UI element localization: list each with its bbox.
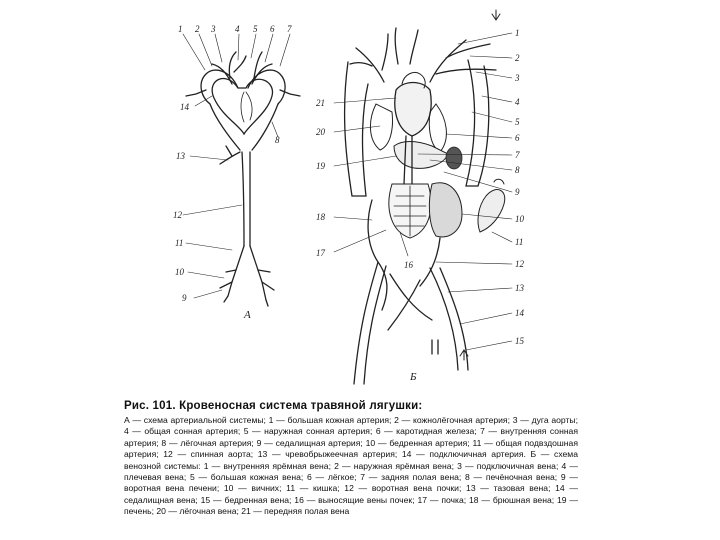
label-b-8: 8 [515,165,520,175]
label-b-18: 18 [316,212,325,222]
label-b-21: 21 [316,98,325,108]
right-hindlimb-vein [430,268,468,370]
caption-title: Рис. 101. Кровеносная система травяной лягушки: [124,400,423,412]
panel-a-numbers [173,24,292,321]
liver [394,142,448,169]
figure-caption [124,400,578,518]
label-b-4: 4 [515,97,520,107]
label-a-11: 11 [175,238,184,248]
label-b-6: 6 [515,133,520,143]
panel-b-letter: Б [410,371,417,383]
label-a-6: 6 [270,24,275,34]
label-b-3: 3 [515,73,520,83]
heart [395,83,431,137]
panel-a-letter: А [244,309,251,321]
label-a-12: 12 [173,210,182,220]
label-a-8: 8 [275,135,280,145]
label-b-12: 12 [515,259,524,269]
right-lung [429,104,446,152]
bladder [478,190,505,232]
gall-bladder [446,147,462,169]
label-b-1: 1 [515,28,520,38]
label-a-4: 4 [235,24,240,34]
arterial-system-diagram [183,34,300,306]
label-a-2: 2 [195,24,200,34]
label-b-2: 2 [515,53,520,63]
label-a-3: 3 [211,24,216,34]
label-b-20: 20 [316,127,325,137]
dorsal-aorta [242,152,250,246]
label-b-19: 19 [316,161,325,171]
label-b-5: 5 [515,117,520,127]
label-b-16: 16 [404,260,413,270]
label-a-14: 14 [180,102,189,112]
label-b-10: 10 [515,214,524,224]
label-a-13: 13 [176,151,185,161]
label-b-11: 11 [515,237,524,247]
label-a-1: 1 [178,24,183,34]
label-a-7: 7 [287,24,292,34]
label-b-15: 15 [515,336,524,346]
label-a-10: 10 [175,267,184,277]
label-a-5: 5 [253,24,258,34]
label-b-7: 7 [515,150,520,160]
label-b-13: 13 [515,283,524,293]
caption-body: А — схема артериальной системы; 1 — большая кожная артерия; 2 — кожнолёгочная артерия; 3 — дуга аорты; 4 — общая сонная артерия; 5 — наружная сонная артерия; 6 — каротидная железа; 7 — внутренняя сонная артерия; 8 — лёгочная артерия; 9 — седалищная артерия; 10 — бедренная артерия; 11 — общая подвздошная артерия; 12 — спинная аорта; 13 — чревобрыжеечная артерия; 14 — подключичная артерия. Б — схема венозной системы: 1 — внутренняя ярёмная вена; 2 — наружная ярёмная вена; 3 — подключичная вена; 4 — плечевая вена; 5 — большая кожная вена; 6 — лёгкое; 7 — задняя полая вена; 8 — печёночная вена; 9 — воротная вена печени; 10 — вичних; 11 — кишка; 12 — воротная вена почки; 13 — тазовая вена; 14 — седалищная вена; 15 — бедренная вена; 16 — выносящие вены почек; 17 — почка; 18 — брюшная вена; 19 — печень; 20 — лёгочная вена; 21 — передняя полая вена [124,415,578,517]
left-hindlimb-vein [354,262,386,384]
label-a-9: 9 [182,293,187,303]
venous-system-diagram [334,10,512,384]
label-b-17: 17 [316,248,325,258]
panel-a-leader-lines [183,34,290,298]
label-b-14: 14 [515,308,524,318]
intestine [429,183,462,237]
label-b-9: 9 [515,187,520,197]
right-forelimb [466,60,489,186]
